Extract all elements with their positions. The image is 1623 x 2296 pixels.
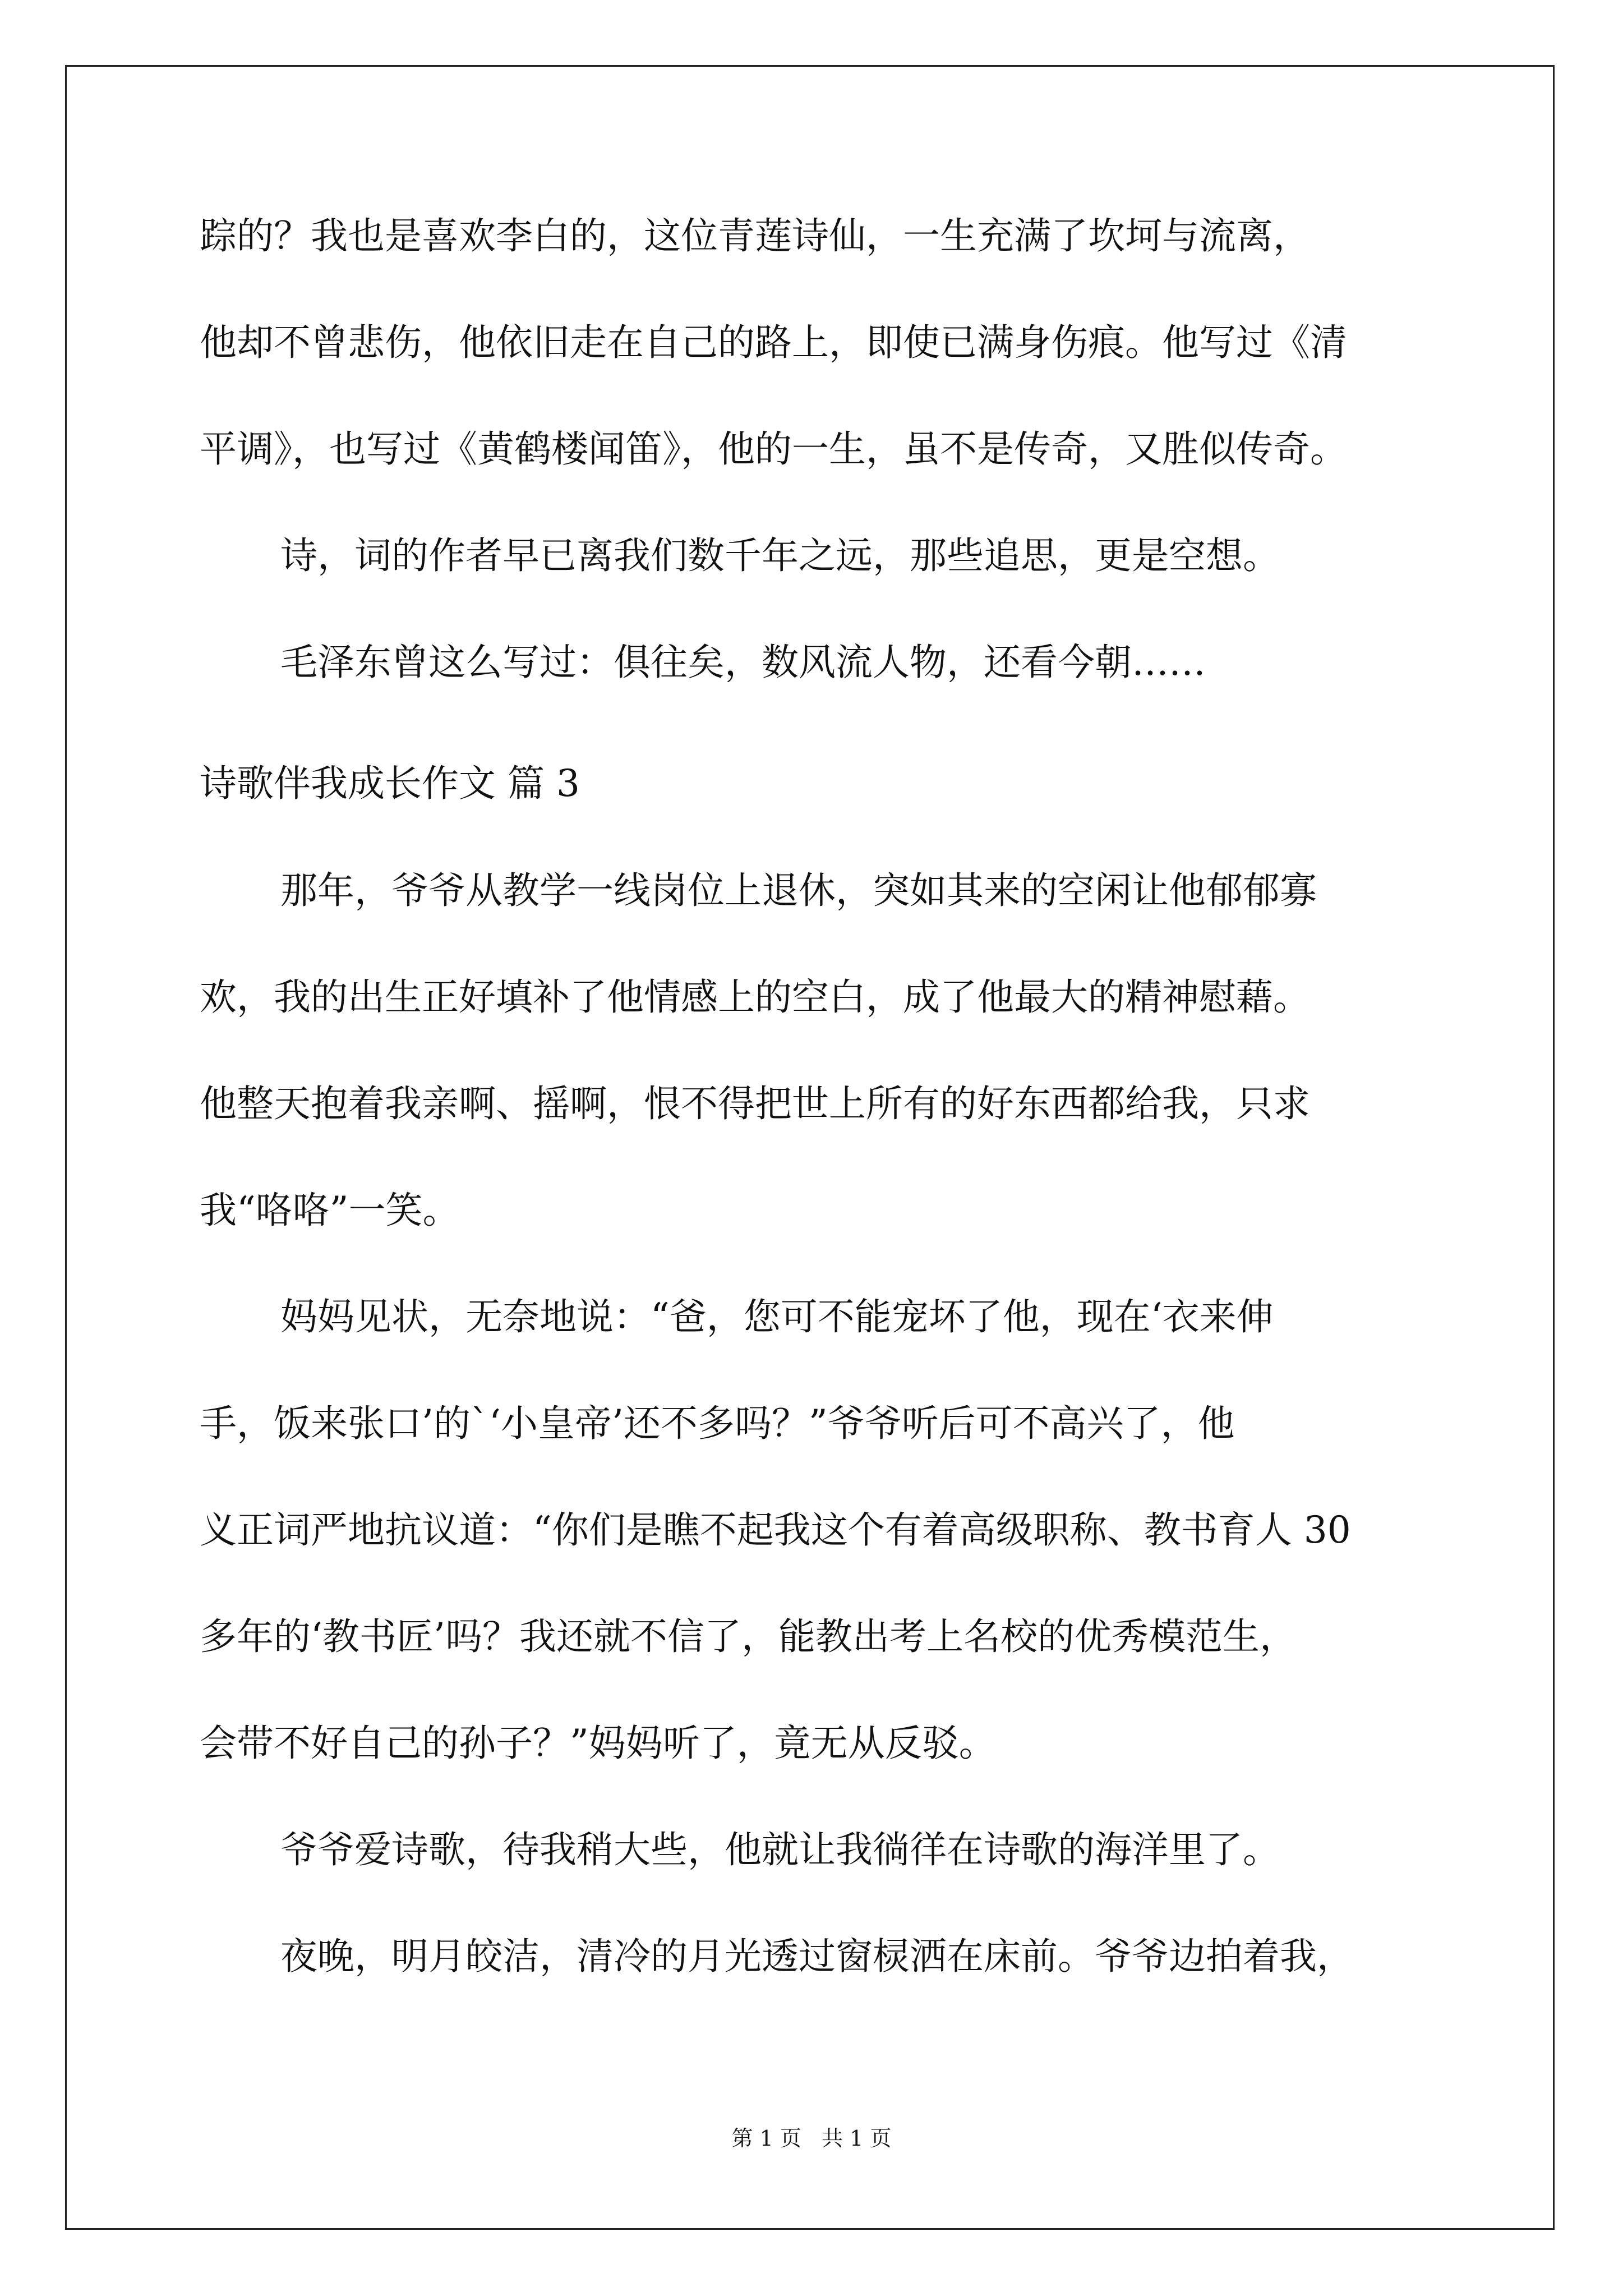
- text-line: 我“咯咯”一笑。: [200, 1189, 460, 1232]
- paragraph-start: 妈妈见状，无奈地说：“爸，您可不能宠坏了他，现在‘衣来伸: [280, 1295, 1274, 1338]
- page-border: [65, 65, 1555, 2230]
- text-line: 会带不好自己的孙子？”妈妈听了，竟无从反驳。: [200, 1722, 996, 1765]
- text-line: 义正词严地抗议道：“你们是瞧不起我这个有着高级职称、教书育人 30: [200, 1508, 1351, 1552]
- text-line: 多年的‘教书匠’吗？我还就不信了，能教出考上名校的优秀模范生，: [200, 1615, 1297, 1658]
- page-number-footer: 第 1 页 共 1 页: [731, 2126, 892, 2151]
- text-line: 欢，我的出生正好填补了他情感上的空白，成了他最大的精神慰藉。: [200, 976, 1310, 1019]
- paragraph-start: 那年，爷爷从教学一线岗位上退休，突如其来的空闲让他郁郁寡: [280, 869, 1317, 912]
- text-line: 他整天抱着我亲啊、摇啊，恨不得把世上所有的好东西都给我，只求: [200, 1082, 1310, 1125]
- text-line: 他却不曾悲伤，他依旧走在自己的路上，即使已满身伤痕。他写过《清: [200, 321, 1347, 364]
- paragraph-start: 毛泽东曾这么写过：俱往矣，数风流人物，还看今朝……: [280, 641, 1206, 684]
- paragraph-start: 爷爷爱诗歌，待我稍大些，他就让我徜徉在诗歌的海洋里了。: [280, 1828, 1280, 1871]
- text-line: 踪的？我也是喜欢李白的，这位青莲诗仙，一生充满了坎坷与流离，: [200, 214, 1310, 257]
- paragraph-start: 夜晚，明月皎洁，清冷的月光透过窗棂洒在床前。爷爷边拍着我，: [280, 1935, 1354, 1978]
- text-line: 手，饭来张口’的`‘小皇帝’还不多吗？”爷爷听后可不高兴了，他: [200, 1402, 1235, 1445]
- paragraph-start: 诗，词的作者早已离我们数千年之远，那些追思，更是空想。: [280, 534, 1280, 577]
- section-heading: 诗歌伴我成长作文 篇 3: [200, 762, 580, 805]
- text-line: 平调》，也写过《黄鹤楼闻笛》，他的一生，虽不是传奇，又胜似传奇。: [200, 427, 1347, 471]
